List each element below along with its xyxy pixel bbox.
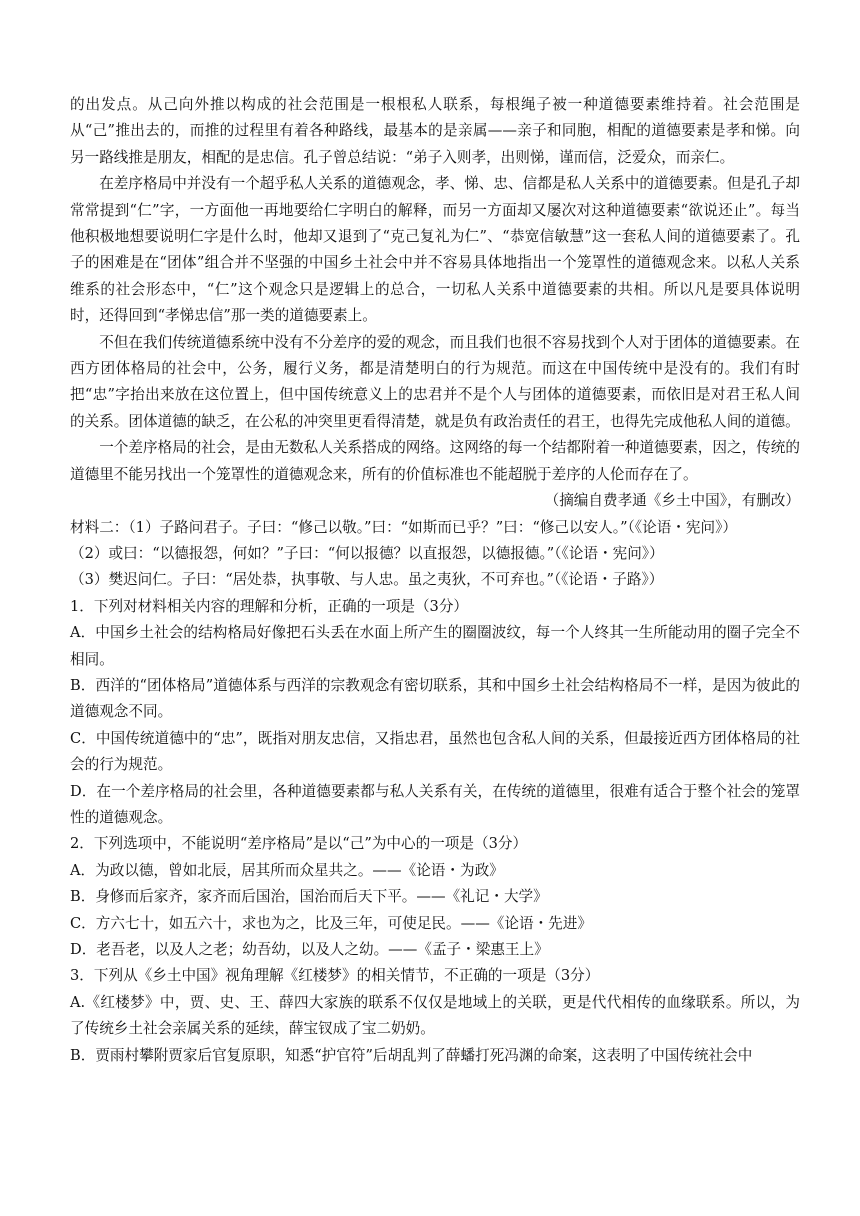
passage-paragraph: 的出发点。从己向外推以构成的社会范围是一根根私人联系，每根绳子被一种道德要素维持着。社会范围是从“己”推出去的，而推的过程里有着各种路线，最基本的是亲属——亲子和同胞，相配的道德要素是孝和悌。向另一路线推是朋友，相配的是忠信。孔子曾总结说：“弟子入则孝，出则悌，谨而信，泛爱众，而亲仁。 (70, 96, 800, 166)
source-citation: （摘编自费孝通《乡土中国》，有删改） (544, 492, 800, 510)
question-stem: 1．下列对材料相关内容的理解和分析，正确的一项是（3分） (70, 597, 469, 615)
option-d: D．在一个差序格局的社会里，各种道德要素都与私人关系有关，在传统的道德里，很难有适合于整个社会的笼罩性的道德观念。 (70, 782, 800, 826)
passage-paragraph: 在差序格局中并没有一个超乎私人关系的道德观念，孝、悌、忠、信都是私人关系中的道德要素。但是孔子却常常提到“仁”字，一方面他一再地要给仁字明白的解释，而另一方面却又屡次对这种道德要素“欲说还止”。每当他积极地想要说明仁字是什么时，他却又退到了“克己复礼为仁”、“恭宽信敏慧”这一套私人间的道德要素了。孔子的困难是在“团体”组合并不坚强的中国乡土社会中并不容易具体地指出一个笼罩性的道德观念来。以私人关系维系的社会形态中，“仁”这个观念只是逻辑上的总合，一切私人关系中道德要素的共相。所以凡是要具体说明时，还得回到“孝悌忠信”那一类的道德要素上。 (70, 175, 800, 325)
option-b: B．西洋的“团体格局”道德体系与西洋的宗教观念有密切联系，其和中国乡土社会结构格局不一样，是因为彼此的道德观念不同。 (70, 676, 800, 721)
passage (70, 92, 800, 515)
material-line: 材料二：（1）子路问君子。子曰：“修己以敬。”曰：“如斯而已乎？”曰：“修己以安人。”（《论语・宪问》） (70, 518, 737, 536)
option-b: B．贾雨村攀附贾家后官复原职，知悉“护官符”后胡乱判了薛蟠打死冯渊的命案，这表明了中国传统社会中 (70, 1046, 753, 1064)
option-a: A．中国乡土社会的结构格局好像把石头丢在水面上所产生的圈圈波纹，每一个人终其一生所能动用的圈子完全不相同。 (70, 624, 800, 668)
passage-paragraph: 一个差序格局的社会，是由无数私人关系搭成的网络。这网络的每一个结都附着一种道德要素，因之，传统的道德里不能另找出一个笼罩性的道德观念来，所有的价值标准也不能超脱于差序的人伦而存在了。 (70, 439, 800, 483)
option-b: B．身修而后家齐，家齐而后国治，国治而后天下平。——《礼记・大学》 (70, 888, 548, 906)
material-line: （2）或曰：“以德报怨，何如？”子曰：“何以报德？以直报怨，以德报德。”（《论语・宪问》） (70, 544, 664, 562)
material-two (70, 515, 800, 594)
option-c: C．中国传统道德中的“忠”，既指对朋友忠信，又指忠君，虽然也包含私人间的关系，但最接近西方团体格局的社会的行为规范。 (70, 729, 800, 774)
passage-paragraph: 不但在我们传统道德系统中没有不分差序的爱的观念，而且我们也很不容易找到个人对于团体的道德要素。在西方团体格局的社会中，公务，履行义务，都是清楚明白的行为规范。而这在中国传统中是没有的。我们有时把“忠”字抬出来放在这位置上，但中国传统意义上的忠君并不是个人与团体的道德要素，而依旧是对君王私人间的关系。团体道德的缺乏，在公私的冲突里更看得清楚，就是负有政治责任的君王，也得先完成他私人间的道德。 (70, 333, 800, 430)
option-a: A.《红楼梦》中，贾、史、王、薛四大家族的联系不仅仅是地域上的关联，更是代代相传的血缘联系。所以，为了传统乡土社会亲属关系的延续，薛宝钗成了宝二奶奶。 (70, 993, 800, 1038)
question-3 (70, 963, 800, 1069)
question-stem: 3．下列从《乡土中国》视角理解《红楼梦》的相关情节，不正确的一项是（3分） (70, 967, 600, 985)
option-d: D．老吾老，以及人之老；幼吾幼，以及人之幼。——《孟子・梁惠王上》 (70, 941, 549, 958)
option-c: C．方六七十，如五六十，求也为之，比及三年，可使足民。——《论语・先进》 (70, 914, 592, 932)
question-2 (70, 831, 800, 963)
material-line: （3）樊迟问仁。子曰：“居处恭，执事敬、与人忠。虽之夷狄，不可弃也。”（《论语・子路》） (70, 571, 664, 589)
document-page (70, 92, 800, 1069)
question-1 (70, 594, 800, 832)
question-stem: 2．下列选项中，不能说明“差序格局”是以“己”为中心的一项是（3分） (70, 835, 528, 853)
option-a: A．为政以德，曾如北辰，居其所而众星共之。——《论语・为政》 (70, 861, 504, 879)
